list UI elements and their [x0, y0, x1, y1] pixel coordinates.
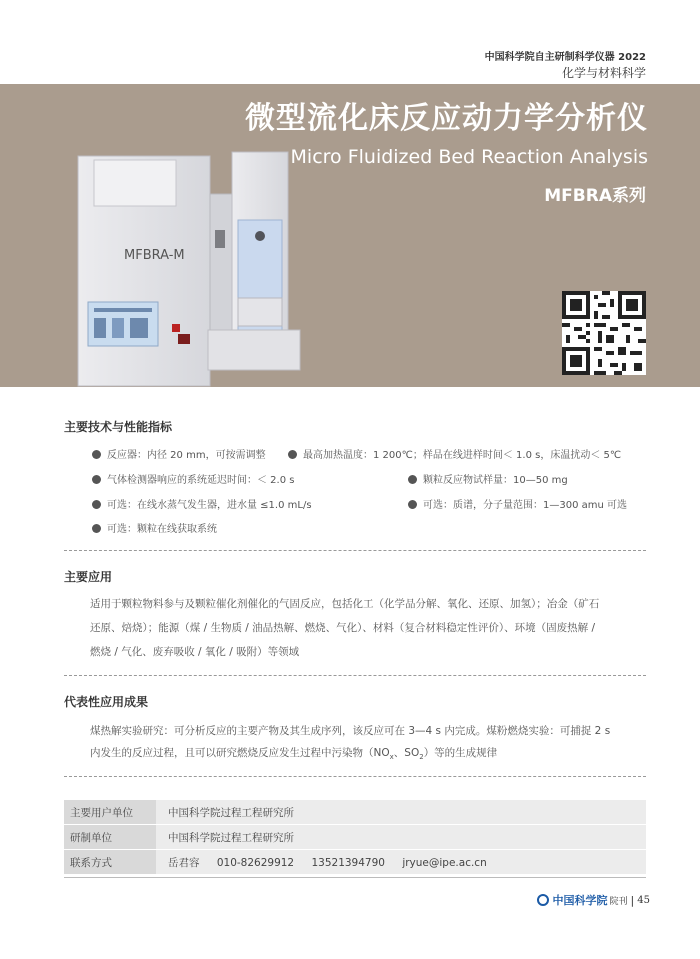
contact-phone: 010-82629912	[216, 856, 295, 869]
spec-item: 可选：质谱，分子量范围：1—300 amu 可选	[408, 496, 627, 511]
spec-item: 可选：在线水蒸气发生器，进水量 ≤1.0 mL/s	[92, 496, 312, 511]
instrument-image	[72, 146, 308, 414]
model-series: MFBRA系列	[544, 186, 646, 206]
divider	[64, 776, 646, 777]
qr-code[interactable]	[562, 291, 646, 375]
results-heading: 代表性应用成果	[64, 695, 149, 709]
bullet-icon	[92, 524, 101, 533]
spec-item: 气体检测器响应的系统延迟时间：＜ 2.0 s	[92, 471, 294, 486]
results-text: 煤热解实验研究：可分析反应的主要产物及其生成序列，该反应可在 3—4 s 内完成。煤粉燃烧实验：可捕捉 2 s 内发生的反应过程，且可以研究燃烧反应发生过程中污染物（$NO_x$、$SO_2$）等的生成规律	[90, 725, 611, 762]
page-subtitle: Micro Fluidized Bed Reaction Analysis	[290, 146, 648, 168]
bullet-icon	[92, 500, 101, 509]
contact-name: 岳君容	[168, 856, 200, 869]
spec-item: 可选：颗粒在线获取系统	[92, 520, 217, 535]
info-table	[64, 800, 646, 875]
table-row: 联系方式 岳君容 010-82629912 13521394790 jryue@ipe.ac.cn	[64, 850, 646, 875]
contact-info	[156, 850, 646, 875]
series-label: 中国科学院自主研制科学仪器 2022	[484, 52, 646, 63]
device-label: MFBRA-M	[124, 248, 185, 263]
page-title: 微型流化床反应动力学分析仪	[245, 101, 648, 136]
applications-heading: 主要应用	[64, 570, 113, 584]
bullet-icon	[92, 475, 101, 484]
bullet-icon	[288, 450, 297, 459]
specs-heading: 主要技术与性能指标	[64, 420, 173, 434]
table-row: 主要用户单位 中国科学院过程工程研究所	[64, 800, 646, 825]
bullet-icon	[92, 450, 101, 459]
applications-text: 适用于颗粒物料参与及颗粒催化剂催化的气固反应，包括化工（化学品分解、氧化、还原、加氢）；冶金（矿石 还原、焙烧）；能源（煤 / 生物质 / 油品热解、燃烧、气化）、材料（复合材料稳定性评价）、环境（固废热解 / 燃烧 / 气化、废弃吸收 / 氧化 / 吸附）等领域	[90, 598, 600, 658]
footer-separator: |	[630, 893, 635, 907]
divider	[64, 877, 646, 878]
bullet-icon	[408, 475, 417, 484]
divider	[64, 550, 646, 551]
spec-item: 最高加热温度：1 200℃；样品在线进样时间＜ 1.0 s，床温扰动＜ 5℃	[288, 446, 621, 461]
contact-email[interactable]: jryue@ipe.ac.cn	[402, 856, 487, 869]
footer-brand: 中国科学院	[552, 894, 608, 907]
footer-journal: 院刊	[609, 896, 628, 907]
spec-item: 颗粒反应物试样量：10—50 mg	[408, 471, 568, 486]
spec-item: 反应器：内径 20 mm，可按需调整	[92, 446, 266, 461]
footer	[537, 892, 650, 908]
divider	[64, 675, 646, 676]
bullet-icon	[408, 500, 417, 509]
table-row: 研制单位 中国科学院过程工程研究所	[64, 825, 646, 850]
category-label: 化学与材料科学	[561, 66, 646, 80]
cas-logo-icon	[537, 894, 549, 906]
page-number: 45	[637, 894, 650, 906]
contact-mobile: 13521394790	[311, 856, 385, 869]
